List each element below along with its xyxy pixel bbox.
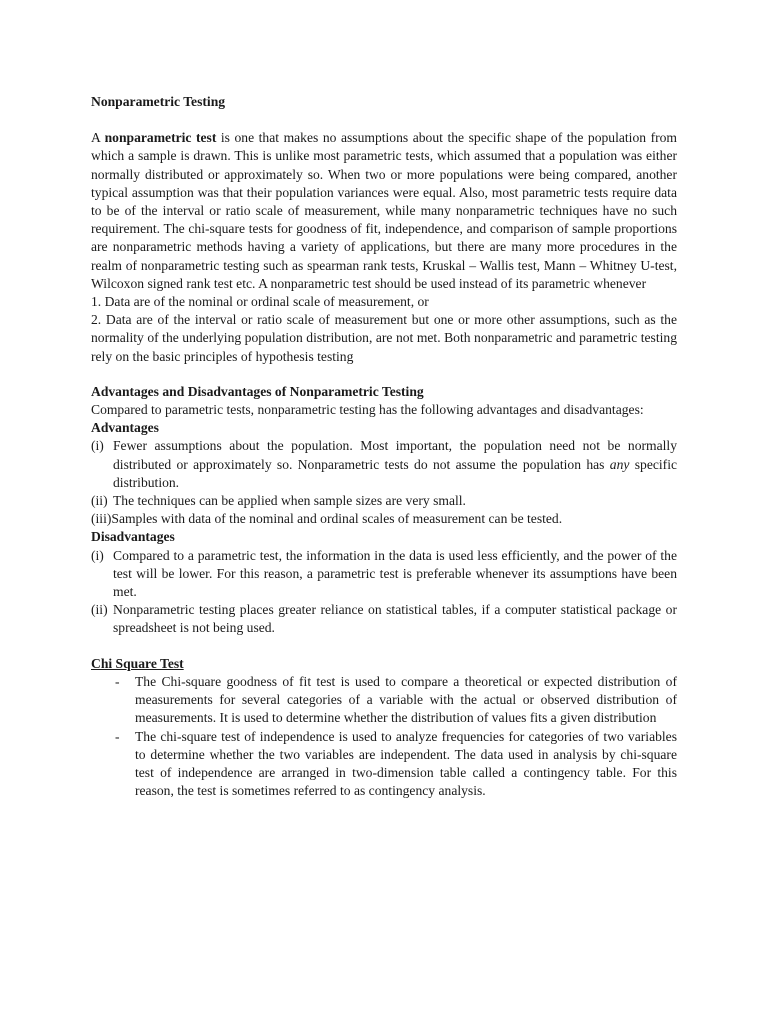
spacer [91, 366, 677, 383]
list-item [91, 728, 677, 801]
document-page [91, 93, 677, 800]
advantage-text: Fewer assumptions about the population. Most important, the population need not be normally distributed or approximately so. Nonparametric tests do not assume the population has [113, 438, 677, 472]
advantages-heading: Advantages [91, 420, 159, 436]
disadvantage-item [91, 547, 677, 602]
list-item-text: The Chi-square goodness of fit test is used to compare a theoretical or expected distribution of measurements for several categories of a variable with the actual or observed distribution of measurements. It is used to determine whether the distribution of values fits a given distribution [135, 673, 677, 726]
disadvantage-text: Nonparametric testing places greater reliance on statistical tables, if a computer statistical package or spreadsheet is not being used. [113, 602, 677, 636]
disadvantages-heading: Disadvantages [91, 529, 175, 545]
disadvantage-text: Compared to a parametric test, the information in the data is used less efficiently, and the power of the test will be lower. For this reason, a parametric test is preferable whenever its assumptions have been met. [113, 547, 677, 600]
advantage-item [91, 510, 677, 528]
advantage-number: (iii) [91, 511, 112, 527]
advantage-text-after: specific distribution. [113, 456, 678, 490]
chi-square-list [91, 673, 677, 800]
advantage-item [91, 492, 677, 510]
condition-2: 2. Data are of the interval or ratio scale of measurement but one or more other assumptions, such as the normality of the underlying population distribution, are not met. Both nonparametric and parametric testing rely on the basic principles of hypothesis testing [91, 312, 677, 364]
chi-square-heading: Chi Square Test [91, 655, 184, 671]
dash-marker: - [115, 728, 120, 744]
advantage-text: Samples with data of the nominal and ordinal scales of measurement can be tested. [111, 511, 563, 527]
adv-disadv-intro: Compared to parametric tests, nonparametric testing has the following advantages and disadvantages: [91, 402, 644, 418]
advantage-text: The techniques can be applied when sample sizes are very small. [113, 493, 466, 509]
list-item-text: The chi-square test of independence is used to analyze frequencies for categories of two variables to determine whether the two variables are independent. The data used in analysis by chi-square test of independence are arranged in two-dimension table called a contingency table. For this reason, the test is sometimes referred to as contingency analysis. [135, 728, 677, 799]
advantage-italic: any [609, 456, 630, 472]
intro-body: is one that makes no assumptions about the specific shape of the population from which a sample is drawn. This is unlike most parametric tests, which assumed that a population was either normally distributed or approximately so. When two or more populations were being compared, another typical assumption was that their population variances were equal. Also, most parametric tests require data to be of the interval or ratio scale of measurement, while many nonparametric techniques have no such requirement. The chi-square tests for goodness of fit, independence, and comparison of sample proportions are nonparametric methods having a variety of applications, but there are many more procedures in the realm of nonparametric testing such as spearman rank tests, Kruskal – Wallis test, Mann – Whitney U-test, Wilcoxon signed rank test etc. A nonparametric test should be used instead of its parametric whenever [91, 130, 677, 291]
adv-disadv-heading: Advantages and Disadvantages of Nonparametric Testing [91, 383, 424, 399]
intro-paragraph [91, 129, 677, 293]
advantage-number: (ii) [91, 493, 108, 509]
dash-marker: - [115, 673, 120, 689]
advantage-item [91, 437, 677, 492]
page-title: Nonparametric Testing [91, 94, 226, 109]
advantage-number: (i) [91, 438, 104, 454]
condition-1: 1. Data are of the nominal or ordinal scale of measurement, or [91, 294, 429, 310]
disadvantage-number: (i) [91, 547, 104, 563]
disadvantage-item [91, 601, 677, 637]
disadvantage-number: (ii) [91, 602, 108, 618]
list-item [91, 673, 677, 728]
spacer [91, 638, 677, 655]
intro-lead: A [91, 130, 105, 146]
intro-bold-term: nonparametric test [104, 130, 217, 146]
